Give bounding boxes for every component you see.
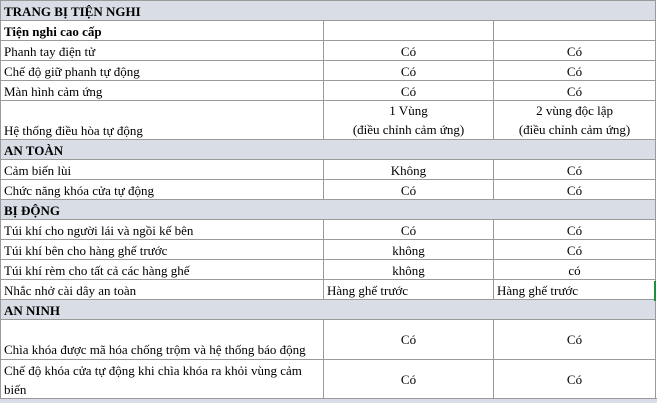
value-cell: Có	[324, 320, 494, 360]
table-row	[1, 320, 656, 360]
value-cell: Có	[324, 61, 494, 81]
value-line: 1 Vùng	[389, 103, 428, 118]
table-row-climate	[1, 101, 656, 140]
value-cell: không	[324, 260, 494, 280]
table-row	[1, 41, 656, 61]
section-title: AN NINH	[1, 300, 656, 320]
value-cell	[494, 101, 656, 140]
value-cell: Có	[324, 81, 494, 101]
value-cell: Có	[494, 240, 656, 260]
feature-cell: Nhắc nhở cài dây an toàn	[1, 280, 324, 300]
feature-cell: Màn hình cảm ứng	[1, 81, 324, 101]
value-cell: Có	[494, 360, 656, 400]
table-row	[1, 81, 656, 101]
value-cell: Có	[494, 41, 656, 61]
feature-cell: Chìa khóa được mã hóa chống trộm và hệ thống báo động	[1, 320, 324, 360]
feature-cell: Chức năng khóa cửa tự động	[1, 180, 324, 200]
value-line: (điều chỉnh cảm ứng)	[518, 122, 631, 137]
table-row	[1, 180, 656, 200]
feature-cell: Hệ thống điều hòa tự động	[1, 101, 324, 140]
value-line: (điều chỉnh cảm ứng)	[352, 122, 465, 137]
value-cell: Có	[494, 81, 656, 101]
feature-cell: Phanh tay điện tử	[1, 41, 324, 61]
value-cell: Có	[494, 61, 656, 81]
section-row-an-toan	[1, 140, 656, 160]
section-title: TRANG BỊ TIỆN NGHI	[1, 1, 656, 21]
section-title: AN TOÀN	[1, 140, 656, 160]
value-cell: Có	[494, 160, 656, 180]
subsection-title: Tiện nghi cao cấp	[1, 21, 324, 41]
feature-cell: Chế độ khóa cửa tự động khi chìa khóa ra khỏi vùng cảm biến	[1, 360, 324, 400]
section-row-tien-nghi	[1, 1, 656, 21]
table-row	[1, 360, 656, 400]
value-cell: không	[324, 240, 494, 260]
value-cell: Có	[324, 220, 494, 240]
value-cell: Có	[494, 220, 656, 240]
next-section-strip	[0, 398, 657, 403]
value-cell: Có	[494, 180, 656, 200]
table-row	[1, 280, 656, 300]
subsection-row	[1, 21, 656, 41]
empty-cell	[324, 21, 494, 41]
section-row-an-ninh	[1, 300, 656, 320]
value-cell: có	[494, 260, 656, 280]
section-row-bi-dong	[1, 200, 656, 220]
value-cell	[324, 101, 494, 140]
table-row	[1, 240, 656, 260]
table-row	[1, 61, 656, 81]
empty-cell	[494, 21, 656, 41]
value-cell: Không	[324, 160, 494, 180]
feature-cell: Cảm biến lùi	[1, 160, 324, 180]
feature-cell: Túi khí rèm cho tất cả các hàng ghế	[1, 260, 324, 280]
value-cell: Hàng ghế trước	[324, 280, 494, 300]
value-cell: Có	[324, 180, 494, 200]
table-row	[1, 260, 656, 280]
value-cell: Hàng ghế trước	[494, 280, 656, 300]
table-row	[1, 160, 656, 180]
value-cell: Có	[324, 360, 494, 400]
value-cell: Có	[494, 320, 656, 360]
feature-cell: Túi khí cho người lái và ngồi kế bên	[1, 220, 324, 240]
cell-selection-marker	[654, 281, 656, 301]
value-line: 2 vùng độc lập	[536, 103, 613, 118]
feature-cell: Chế độ giữ phanh tự động	[1, 61, 324, 81]
section-title: BỊ ĐỘNG	[1, 200, 656, 220]
value-cell: Có	[324, 41, 494, 61]
table-row	[1, 220, 656, 240]
feature-cell: Túi khí bên cho hàng ghế trước	[1, 240, 324, 260]
